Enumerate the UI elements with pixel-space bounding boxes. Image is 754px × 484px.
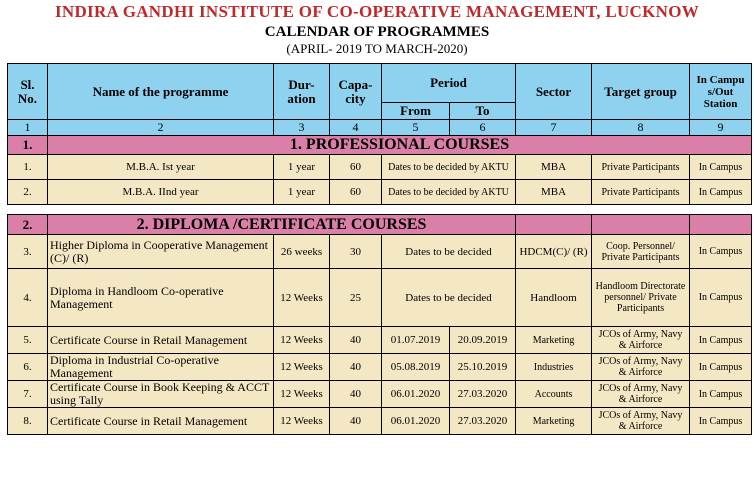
- row-from: 05.08.2019: [382, 354, 450, 381]
- row-target: JCOs of Army, Navy & Airforce: [592, 408, 690, 435]
- col-sector: Sector: [516, 64, 592, 120]
- programme-table: [7, 63, 752, 435]
- col-duration: Dur-ation: [274, 64, 330, 120]
- table-row: [8, 327, 752, 354]
- col-sl-no: Sl. No.: [8, 64, 48, 120]
- row-sector: Industries: [516, 354, 592, 381]
- row-capacity: 60: [330, 180, 382, 205]
- row-from: 06.01.2020: [382, 381, 450, 408]
- row-sno: 4.: [8, 269, 48, 327]
- row-target: JCOs of Army, Navy & Airforce: [592, 327, 690, 354]
- section-header: [8, 215, 752, 235]
- col-name: Name of the programme: [48, 64, 274, 120]
- row-name: Diploma in Industrial Co-operative Management: [48, 354, 274, 381]
- row-sector: MBA: [516, 180, 592, 205]
- row-station: In Campus: [690, 354, 752, 381]
- row-target: Private Participants: [592, 155, 690, 180]
- table-row: [8, 408, 752, 435]
- row-station: In Campus: [690, 327, 752, 354]
- row-duration: 12 Weeks: [274, 327, 330, 354]
- table-row: [8, 235, 752, 269]
- row-station: In Campus: [690, 381, 752, 408]
- col-number: 3: [274, 120, 330, 136]
- row-capacity: 40: [330, 327, 382, 354]
- col-number: 7: [516, 120, 592, 136]
- section-blank: [592, 215, 690, 235]
- row-sno: 7.: [8, 381, 48, 408]
- col-number: 8: [592, 120, 690, 136]
- section-header: [8, 136, 752, 155]
- col-number: 4: [330, 120, 382, 136]
- row-to: 20.09.2019: [450, 327, 516, 354]
- row-dates: Dates to be decided: [382, 269, 516, 327]
- row-sno: 5.: [8, 327, 48, 354]
- row-sno: 2.: [8, 180, 48, 205]
- row-station: In Campus: [690, 408, 752, 435]
- row-name: Certificate Course in Retail Management: [48, 408, 274, 435]
- col-station: In Campu s/Out Station: [690, 64, 752, 120]
- col-number: 9: [690, 120, 752, 136]
- table-row: [8, 381, 752, 408]
- row-duration: 26 weeks: [274, 235, 330, 269]
- col-target: Target group: [592, 64, 690, 120]
- row-name: Diploma in Handloom Co-operative Management: [48, 269, 274, 327]
- table-row: [8, 180, 752, 205]
- row-duration: 1 year: [274, 155, 330, 180]
- row-duration: 12 Weeks: [274, 381, 330, 408]
- row-target: JCOs of Army, Navy & Airforce: [592, 354, 690, 381]
- row-station: In Campus: [690, 269, 752, 327]
- table-row: [8, 155, 752, 180]
- column-number-row: [8, 120, 752, 136]
- row-name: M.B.A. IInd year: [48, 180, 274, 205]
- header-row: [8, 64, 752, 103]
- col-number: 6: [450, 120, 516, 136]
- row-dates: Dates to be decided by AKTU: [382, 155, 516, 180]
- spacer-row: [8, 205, 752, 215]
- row-sno: 1.: [8, 155, 48, 180]
- row-target: Private Participants: [592, 180, 690, 205]
- col-period: Period: [382, 64, 516, 103]
- col-capacity: Capa-city: [330, 64, 382, 120]
- row-sector: MBA: [516, 155, 592, 180]
- row-capacity: 60: [330, 155, 382, 180]
- row-name: Certificate Course in Retail Management: [48, 327, 274, 354]
- row-name: M.B.A. Ist year: [48, 155, 274, 180]
- col-to: To: [450, 103, 516, 120]
- row-sector: Marketing: [516, 408, 592, 435]
- col-number: 2: [48, 120, 274, 136]
- row-from: 06.01.2020: [382, 408, 450, 435]
- row-sno: 3.: [8, 235, 48, 269]
- row-to: 25.10.2019: [450, 354, 516, 381]
- row-name: Certificate Course in Book Keeping & ACCT using Tally: [48, 381, 274, 408]
- row-capacity: 40: [330, 381, 382, 408]
- row-duration: 1 year: [274, 180, 330, 205]
- row-station: In Campus: [690, 155, 752, 180]
- row-sector: HDCM(C)/ (R): [516, 235, 592, 269]
- row-duration: 12 Weeks: [274, 408, 330, 435]
- row-sector: Marketing: [516, 327, 592, 354]
- document-period: (APRIL- 2019 TO MARCH-2020): [286, 41, 468, 56]
- document-title: CALENDAR OF PROGRAMMES: [264, 24, 490, 40]
- section-blank: [516, 215, 592, 235]
- row-dates: Dates to be decided: [382, 235, 516, 269]
- row-sector: Handloom: [516, 269, 592, 327]
- section-title: 2. DIPLOMA /CERTIFICATE COURSES: [48, 215, 516, 235]
- row-sno: 8.: [8, 408, 48, 435]
- row-target: JCOs of Army, Navy & Airforce: [592, 381, 690, 408]
- table-row: [8, 354, 752, 381]
- row-capacity: 40: [330, 408, 382, 435]
- row-sno: 6.: [8, 354, 48, 381]
- row-duration: 12 Weeks: [274, 354, 330, 381]
- document-header: [0, 2, 754, 56]
- col-from: From: [382, 103, 450, 120]
- row-target: Coop. Personnel/ Private Participants: [592, 235, 690, 269]
- row-station: In Campus: [690, 180, 752, 205]
- row-to: 27.03.2020: [450, 408, 516, 435]
- row-dates: Dates to be decided by AKTU: [382, 180, 516, 205]
- institute-name: INDIRA GANDHI INSTITUTE OF CO-OPERATIVE MANAGEMENT, LUCKNOW: [54, 2, 700, 21]
- table-row: [8, 269, 752, 327]
- section-title: 1. PROFESSIONAL COURSES: [48, 136, 752, 155]
- row-station: In Campus: [690, 235, 752, 269]
- row-capacity: 30: [330, 235, 382, 269]
- row-to: 27.03.2020: [450, 381, 516, 408]
- row-duration: 12 Weeks: [274, 269, 330, 327]
- section-number: 1.: [8, 136, 48, 155]
- col-number: 1: [8, 120, 48, 136]
- row-from: 01.07.2019: [382, 327, 450, 354]
- row-target: Handloom Directorate personnel/ Private Participants: [592, 269, 690, 327]
- row-capacity: 25: [330, 269, 382, 327]
- row-capacity: 40: [330, 354, 382, 381]
- section-number: 2.: [8, 215, 48, 235]
- row-sector: Accounts: [516, 381, 592, 408]
- section-blank: [690, 215, 752, 235]
- col-number: 5: [382, 120, 450, 136]
- row-name: Higher Diploma in Cooperative Management (C)/ (R): [48, 235, 274, 269]
